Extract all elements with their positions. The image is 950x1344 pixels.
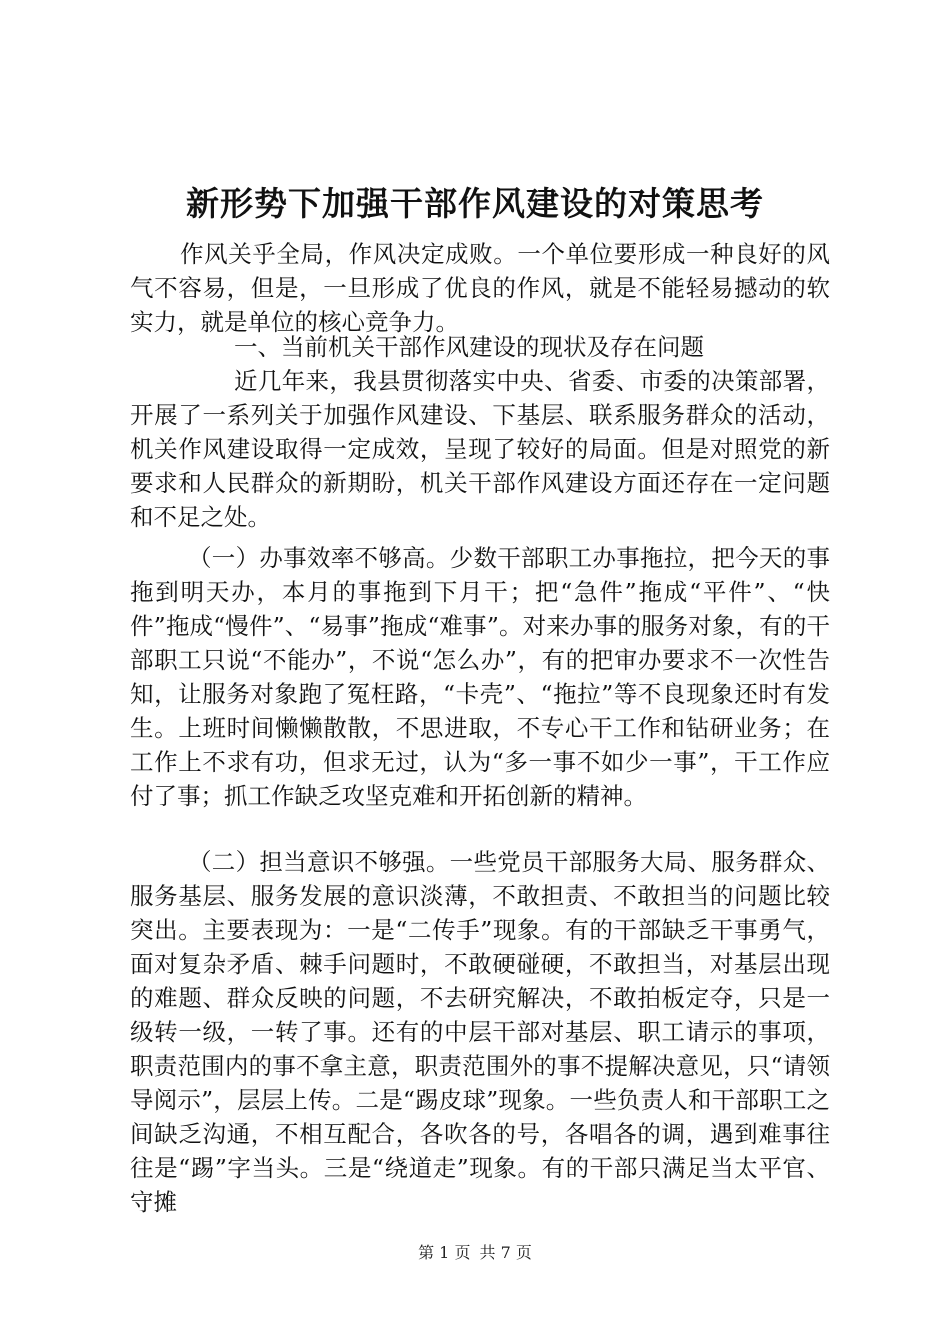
intro-paragraph: 作风关乎全局，作风决定成败。一个单位要形成一种良好的风气不容易，但是，一旦形成了优良的作风，就是不能轻易撼动的软实力，就是单位的核心竞争力。 [130,240,830,336]
issue-paragraph-1: （一）办事效率不够高。少数干部职工办事拖拉，把今天的事拖到明天办，本月的事拖到下月干；把“急件”拖成“平件”、“快件”拖成“慢件”、“易事”拖成“难事”。对来办事的服务对象，有的干部职工只说“不能办”，不说“怎么办”，有的把审办要求不一次性告知，让服务对象跑了冤枉路，“卡壳”、“拖拉”等不良现象还时有发生。上班时间懒懒散散，不思进取，不专心干工作和钻研业务；在工作上不求有功，但求无过，认为“多一事不如少一事”，干工作应付了事；抓工作缺乏攻坚克难和开拓创新的精神。 [130,544,830,810]
issue-paragraph-2: （二）担当意识不够强。一些党员干部服务大局、服务群众、服务基层、服务发展的意识淡薄，不敢担责、不敢担当的问题比较突出。主要表现为：一是“二传手”现象。有的干部缺乏干事勇气，面对复杂矛盾、棘手问题时，不敢硬碰硬，不敢担当，对基层出现的难题、群众反映的问题，不去研究解决，不敢拍板定夺，只是一级转一级，一转了事。还有的中层干部对基层、职工请示的事项，职责范围内的事不拿主意，职责范围外的事不提解决意见，只“请领导阅示”，层层上传。二是“踢皮球”现象。一些负责人和干部职工之间缺乏沟通，不相互配合，各吹各的号，各唱各的调，遇到难事往往是“踢”字当头。三是“绕道走”现象。有的干部只满足当太平官、守摊 [130,848,830,1216]
overview-paragraph: 近几年来，我县贯彻落实中央、省委、市委的决策部署，开展了一系列关于加强作风建设、下基层、联系服务群众的活动，机关作风建设取得一定成效，呈现了较好的局面。但是对照党的新要求和人民群众的新期盼，机关干部作风建设方面还存在一定问题和不足之处。 [130,367,830,531]
page-footer [0,1242,950,1264]
document-title: 新形势下加强干部作风建设的对策思考 [186,184,764,224]
page-number: 第 1 页 [418,1243,471,1262]
section-heading: 一、当前机关干部作风建设的现状及存在问题 [234,333,704,361]
page-total: 共 7 页 [479,1243,532,1262]
